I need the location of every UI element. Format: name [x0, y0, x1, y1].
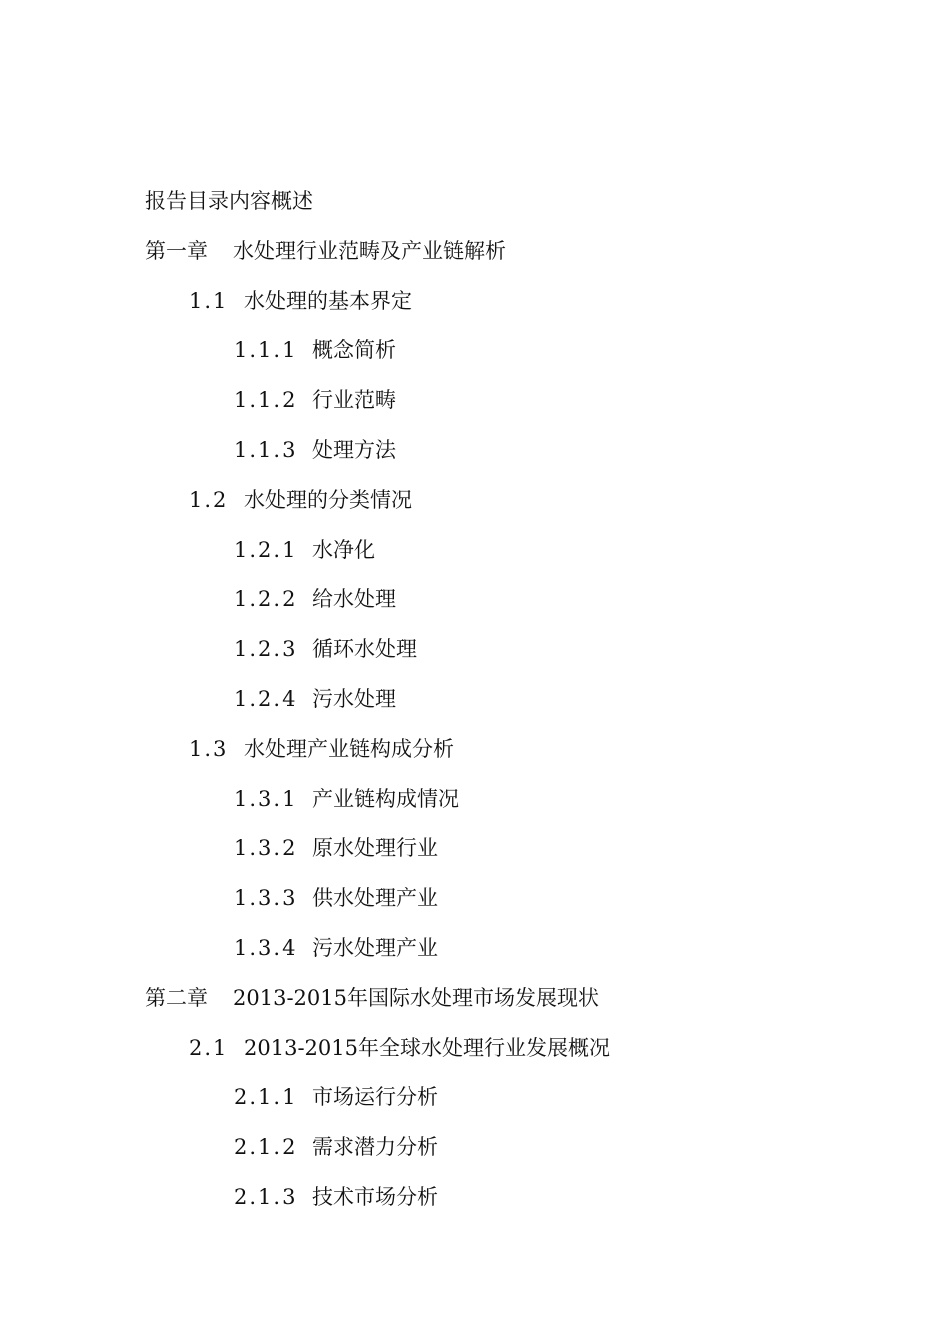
toc-entry-title: 技术市场分析 — [312, 1184, 438, 1209]
table-of-contents — [0, 179, 950, 1225]
toc-entry-title: 污水处理产业 — [312, 935, 438, 960]
toc-entry[interactable] — [0, 826, 950, 876]
toc-heading — [0, 179, 950, 229]
toc-entry-title: 水处理的基本界定 — [244, 288, 412, 313]
toc-entry[interactable] — [0, 478, 950, 528]
toc-entry-title: 给水处理 — [312, 587, 396, 612]
toc-entry-number: 1.2.4 — [234, 686, 298, 711]
toc-entry[interactable] — [0, 976, 950, 1026]
toc-heading-text: 报告目录内容概述 — [145, 189, 313, 213]
toc-entry[interactable] — [0, 926, 950, 976]
toc-entry[interactable] — [0, 677, 950, 727]
toc-entry-title: 水处理产业链构成分析 — [244, 736, 454, 761]
toc-entry[interactable] — [0, 727, 950, 777]
toc-entry-number: 2.1 — [189, 1035, 229, 1060]
toc-entry-number: 2.1.2 — [234, 1135, 298, 1160]
toc-entry-number: 1.1.2 — [234, 388, 298, 413]
toc-entry[interactable] — [0, 229, 950, 279]
toc-entry-title: 产业链构成情况 — [312, 786, 459, 811]
toc-entry-number: 1.3.4 — [234, 935, 298, 960]
toc-entry-title: 污水处理 — [312, 686, 396, 711]
toc-entry-number: 1.3 — [189, 736, 229, 761]
toc-entry[interactable] — [0, 1026, 950, 1076]
toc-entry-title: 供水处理产业 — [312, 886, 438, 911]
toc-entry-number: 第一章 — [145, 238, 208, 263]
toc-entry-number: 第二章 — [145, 985, 208, 1010]
toc-entry[interactable] — [0, 428, 950, 478]
toc-entry[interactable] — [0, 577, 950, 627]
toc-entry-title: 行业范畴 — [312, 388, 396, 413]
toc-entry[interactable] — [0, 1175, 950, 1225]
toc-entry[interactable] — [0, 777, 950, 827]
toc-entry[interactable] — [0, 528, 950, 578]
toc-entry[interactable] — [0, 378, 950, 428]
toc-entry-number: 2.1.1 — [234, 1085, 298, 1110]
toc-entry-title: 2013-2015年全球水处理行业发展概况 — [244, 1035, 610, 1060]
toc-entry-title: 处理方法 — [312, 437, 396, 462]
toc-entry-title: 水处理行业范畴及产业链解析 — [233, 238, 506, 263]
toc-entry-title: 需求潜力分析 — [312, 1135, 438, 1160]
toc-entry-title: 市场运行分析 — [312, 1085, 438, 1110]
toc-entry-title: 概念简析 — [312, 338, 396, 363]
toc-entry-title: 水净化 — [312, 537, 375, 562]
toc-entry-number: 1.3.2 — [234, 836, 298, 861]
toc-entry-number: 2.1.3 — [234, 1184, 298, 1209]
toc-entry-title: 2013-2015年国际水处理市场发展现状 — [233, 985, 599, 1010]
toc-entry-number: 1.3.3 — [234, 886, 298, 911]
toc-entry-number: 1.1.3 — [234, 437, 298, 462]
toc-entry[interactable] — [0, 328, 950, 378]
toc-entry-title: 原水处理行业 — [312, 836, 438, 861]
toc-entry[interactable] — [0, 279, 950, 329]
toc-entry-number: 1.2 — [189, 487, 229, 512]
toc-entry[interactable] — [0, 1075, 950, 1125]
toc-entry[interactable] — [0, 627, 950, 677]
toc-entry-number: 1.1 — [189, 288, 229, 313]
toc-entry-number: 1.2.1 — [234, 537, 298, 562]
toc-entry-title: 循环水处理 — [312, 637, 417, 662]
toc-entry-number: 1.2.2 — [234, 587, 298, 612]
toc-entry-number: 1.2.3 — [234, 637, 298, 662]
toc-entry-title: 水处理的分类情况 — [244, 487, 412, 512]
toc-entry[interactable] — [0, 1125, 950, 1175]
toc-entry-number: 1.3.1 — [234, 786, 298, 811]
toc-entry-number: 1.1.1 — [234, 338, 298, 363]
toc-entry[interactable] — [0, 876, 950, 926]
